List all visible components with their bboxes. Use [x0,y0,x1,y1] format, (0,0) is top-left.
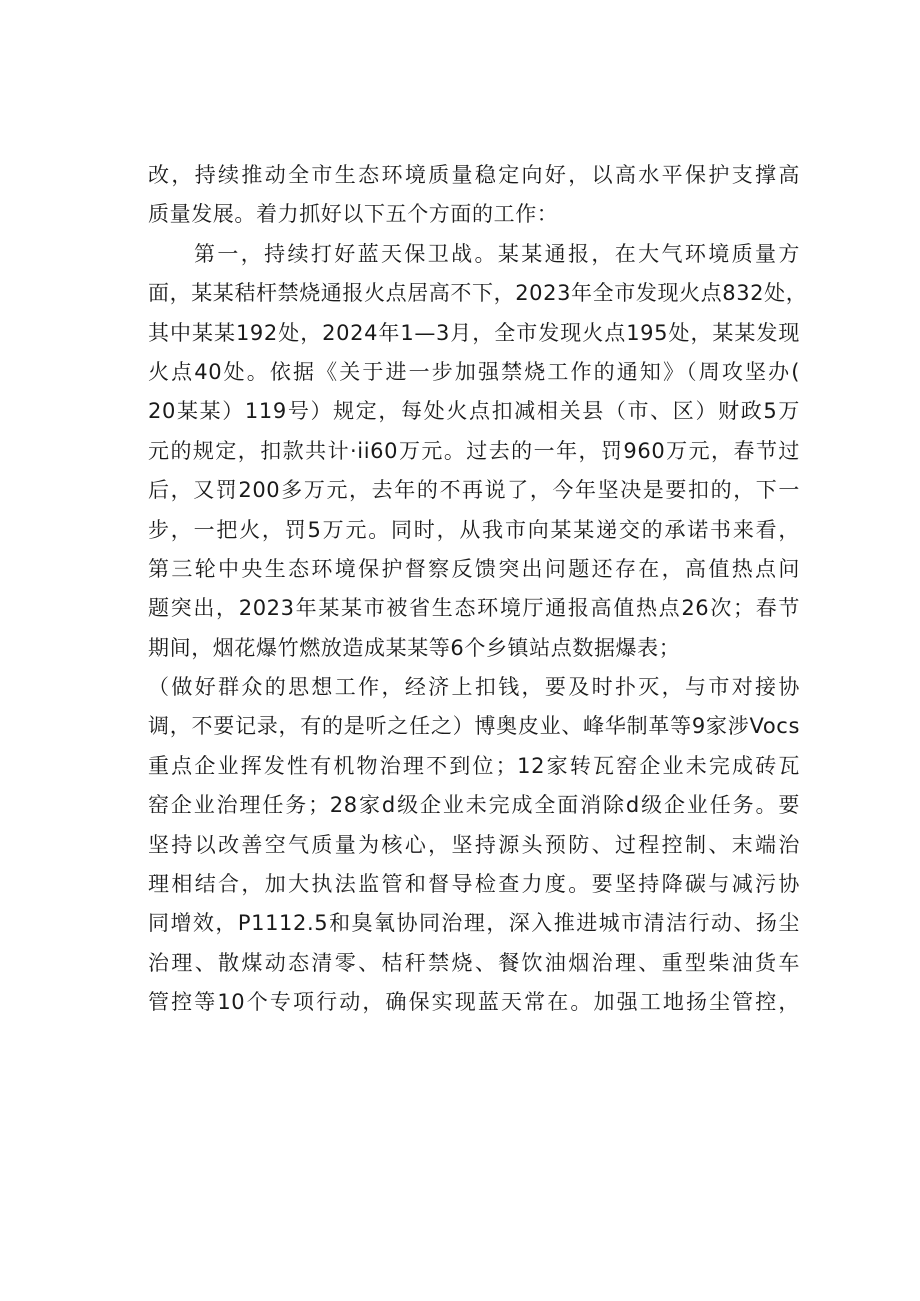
text-line: 后，又罚200多万元，去年的不再说了，今年坚决是要扣的，下一 [148,478,800,503]
text-line: 改，持续推动全市生态环境质量稳定向好，以高水平保护支撑高 [148,163,800,187]
text-line: 重点企业挥发性有机物治理不到位；12家转瓦窑企业未完成砖瓦 [148,753,800,778]
text-line: 第三轮中央生态环境保护督察反馈突出问题还存在，高值热点问 [148,556,800,581]
text-line: 题突出，2023年某某市被省生态环境厅通报高值热点26次；春节 [148,596,800,621]
paragraph-first-line: （做好群众的思想工作，经济上扣钱，要及时扑灭，与市对接协 [148,675,800,700]
paragraph-first-line: 第一，持续打好蓝天保卫战。某某通报，在大气环境质量方 [194,241,800,266]
text-line: 理相结合，加大执法监管和督导检查力度。要坚持降碳与减污协 [148,872,800,897]
text-line: 元的规定，扣款共计·ii60万元。过去的一年，罚960万元，春节过 [148,438,800,463]
text-line: 其中某某192处，2024年1—3月，全市发现火点195处，某某发现 [148,320,800,345]
text-line: 质量发展。着力抓好以下五个方面的工作： [148,202,559,227]
text-line: 期间，烟花爆竹燃放造成某某等6个乡镇站点数据爆表； [148,635,681,660]
text-line: 火点40处。依据《关于进一步加强禁烧工作的通知》（周攻坚办( [148,359,800,384]
text-line: 20某某）119号）规定，每处火点扣减相关县（市、区）财政5万 [148,399,800,424]
text-line: 调，不要记录，有的是听之任之）博奥皮业、峰华制革等9家涉Vocs [148,714,800,739]
document-body-text [148,156,808,1023]
text-line: 治理、散煤动态清零、桔秆禁烧、餐饮油烟治理、重型柴油货车 [148,950,800,975]
text-line: 窑企业治理任务；28家d级企业未完成全面消除d级企业任务。要 [148,793,800,818]
text-line: 管控等10个专项行动，确保实现蓝天常在。加强工地扬尘管控， [148,990,800,1015]
text-line: 面，某某秸杆禁烧通报火点居高不下，2023年全市发现火点832处， [148,281,808,306]
text-line: 步，一把火，罚5万元。同时，从我市向某某递交的承诺书来看， [148,517,800,542]
text-line: 同增效，P1112.5和臭氧协同治理，深入推进城市清洁行动、扬尘 [148,911,800,936]
text-line: 坚持以改善空气质量为核心，坚持源头预防、过程控制、末端治 [148,832,800,857]
